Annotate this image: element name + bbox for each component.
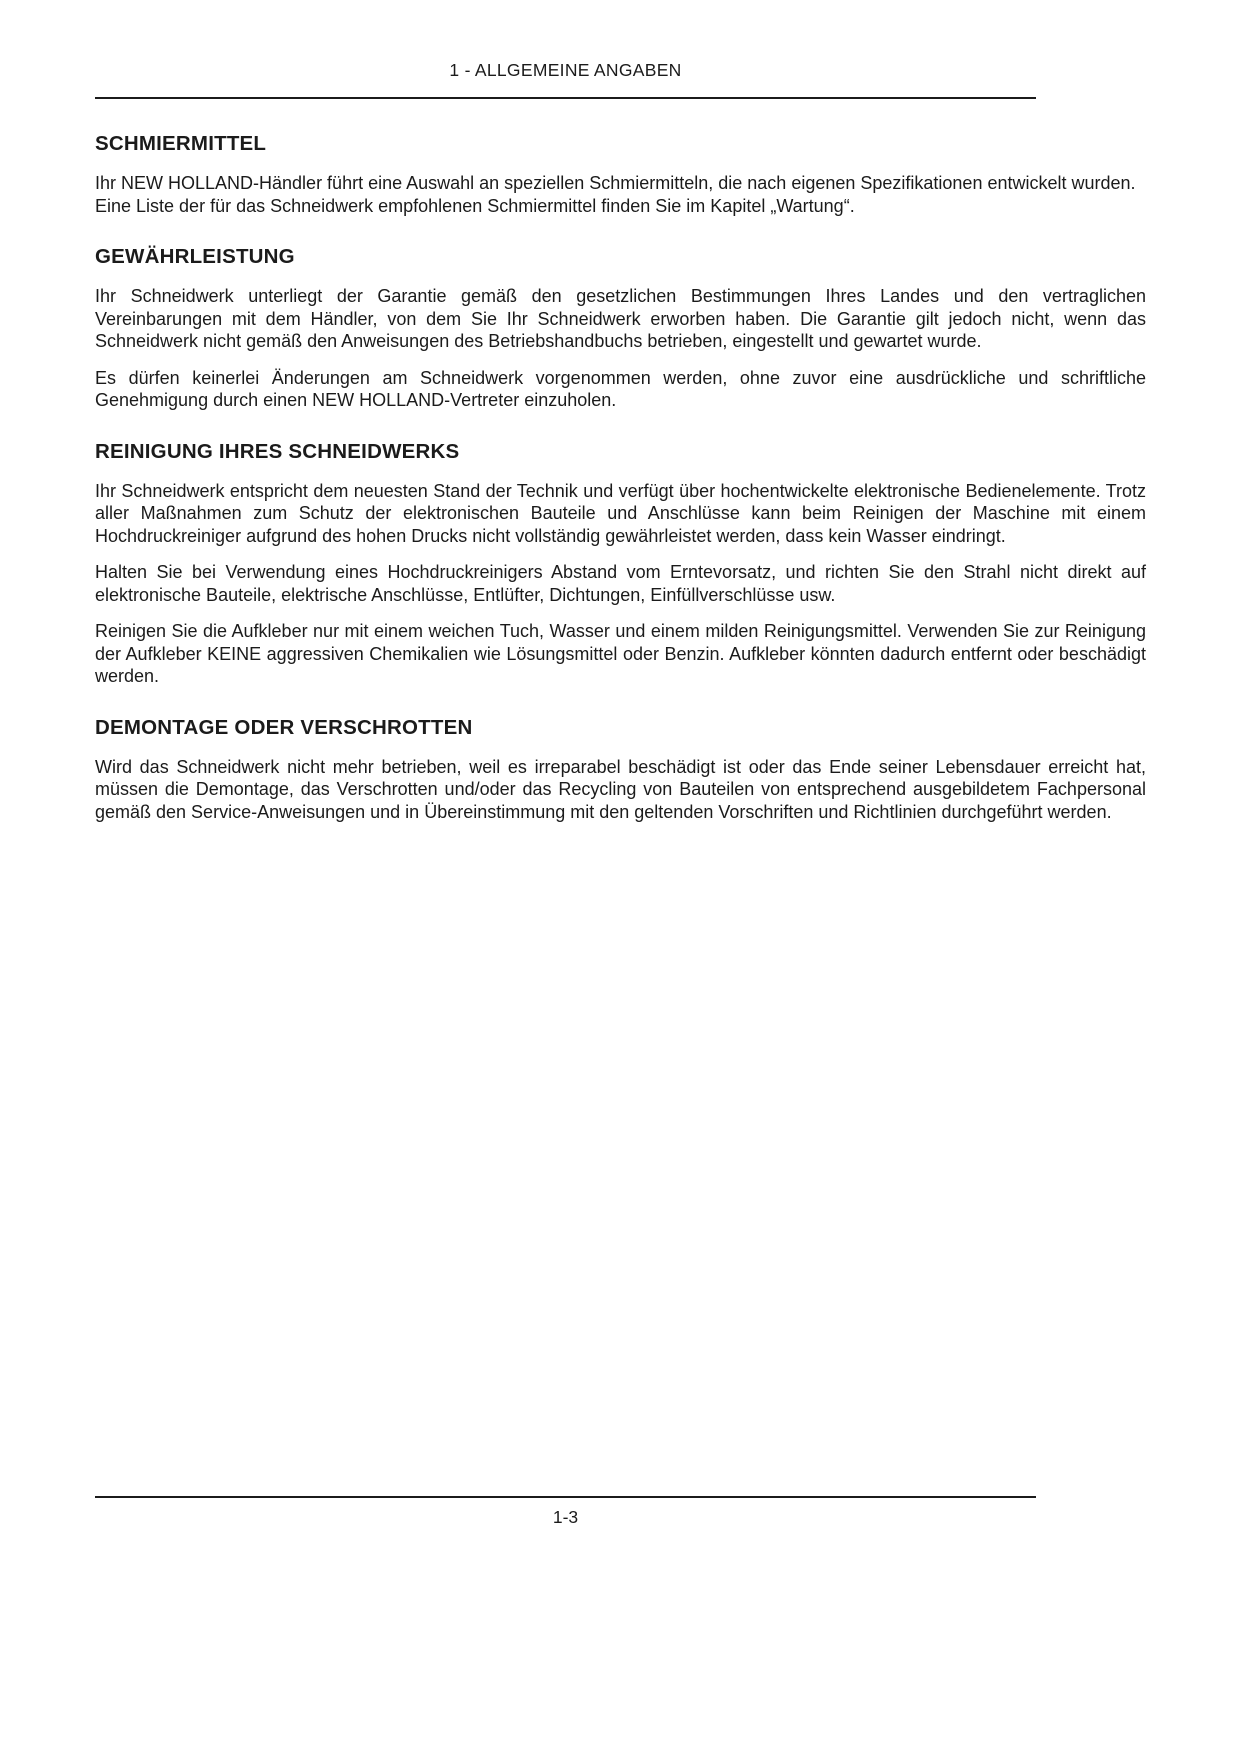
paragraph: Ihr Schneidwerk entspricht dem neuesten Stand der Technik und verfügt über hochentwickelte elektronische Bedienelemente. Trotz aller Maßnahmen zum Schutz der elektronischen Bauteile und Anschlüsse kann beim Reinigen der Maschine mit einem Hochdruckreiniger aufgrund des hohen Drucks nicht vollständig gewährleistet werden, dass kein Wasser eindringt. [95,480,1146,546]
section-heading: REINIGUNG IHRES SCHNEIDWERKS [95,439,460,463]
paragraph: Ihr NEW HOLLAND-Händler führt eine Auswahl an speziellen Schmiermitteln, die nach eigenen Spezifikationen entwickelt wurden. [95,173,1136,193]
paragraph: Ihr Schneidwerk unterliegt der Garantie gemäß den gesetzlichen Bestimmungen Ihres Landes und den vertraglichen Vereinbarungen mit dem Händler, von dem Sie Ihr Schneidwerk erworben haben. Die Garantie gilt jedoch nicht, wenn das Schneidwerk nicht gemäß den Anweisungen des Betriebshandbuchs betrieben, eingestellt und gewartet wurde. [95,286,1146,351]
page-number: 1-3 [552,1507,579,1527]
paragraph: Reinigen Sie die Aufkleber nur mit einem weichen Tuch, Wasser und einem milden Reinigungsmittel. Verwenden Sie zur Reinigung der Aufkleber KEINE aggressiven Chemikalien wie Lösungsmittel oder Benzin. Aufkleber könnten dadurch entfernt oder beschädigt werden. [95,621,1146,686]
section-heading: GEWÄHRLEISTUNG [95,245,295,268]
section-gewaehrleistung [95,245,1146,412]
page-footer [95,1496,1036,1528]
paragraph: Wird das Schneidwerk nicht mehr betrieben, weil es irreparabel beschädigt ist oder das Ende seiner Lebensdauer erreicht hat, müssen die Demontage, das Verschrotten und/oder das Recycling von Bauteilen von entsprechend ausgebildetem Fachpersonal gemäß den Service-Anweisungen und in Übereinstimmung mit den geltenden Vorschriften und Richtlinien durchgeführt werden. [95,756,1146,822]
section-reinigung [95,440,1146,688]
paragraph: Eine Liste der für das Schneidwerk empfohlenen Schmiermittel finden Sie im Kapitel „Wartung“. [95,195,855,216]
page-header [95,0,1036,99]
header-chapter-title: 1 - ALLGEMEINE ANGABEN [449,60,682,80]
document-body [95,104,1146,837]
header-rule [95,97,1036,99]
section-demontage [95,716,1146,824]
paragraph: Es dürfen keinerlei Änderungen am Schneidwerk vorgenommen werden, ohne zuvor eine ausdrückliche und schriftliche Genehmigung durch einen NEW HOLLAND-Vertreter einzuholen. [95,367,1146,410]
section-heading: SCHMIERMITTEL [95,132,267,155]
paragraph: Halten Sie bei Verwendung eines Hochdruckreinigers Abstand vom Erntevorsatz, und richten Sie den Strahl nicht direkt auf elektronische Bauteile, elektrische Anschlüsse, Entlüfter, Dichtungen, Einfüllverschlüsse usw. [95,562,1146,605]
section-schmiermittel [95,132,1146,217]
section-heading: DEMONTAGE ODER VERSCHROTTEN [95,715,473,739]
